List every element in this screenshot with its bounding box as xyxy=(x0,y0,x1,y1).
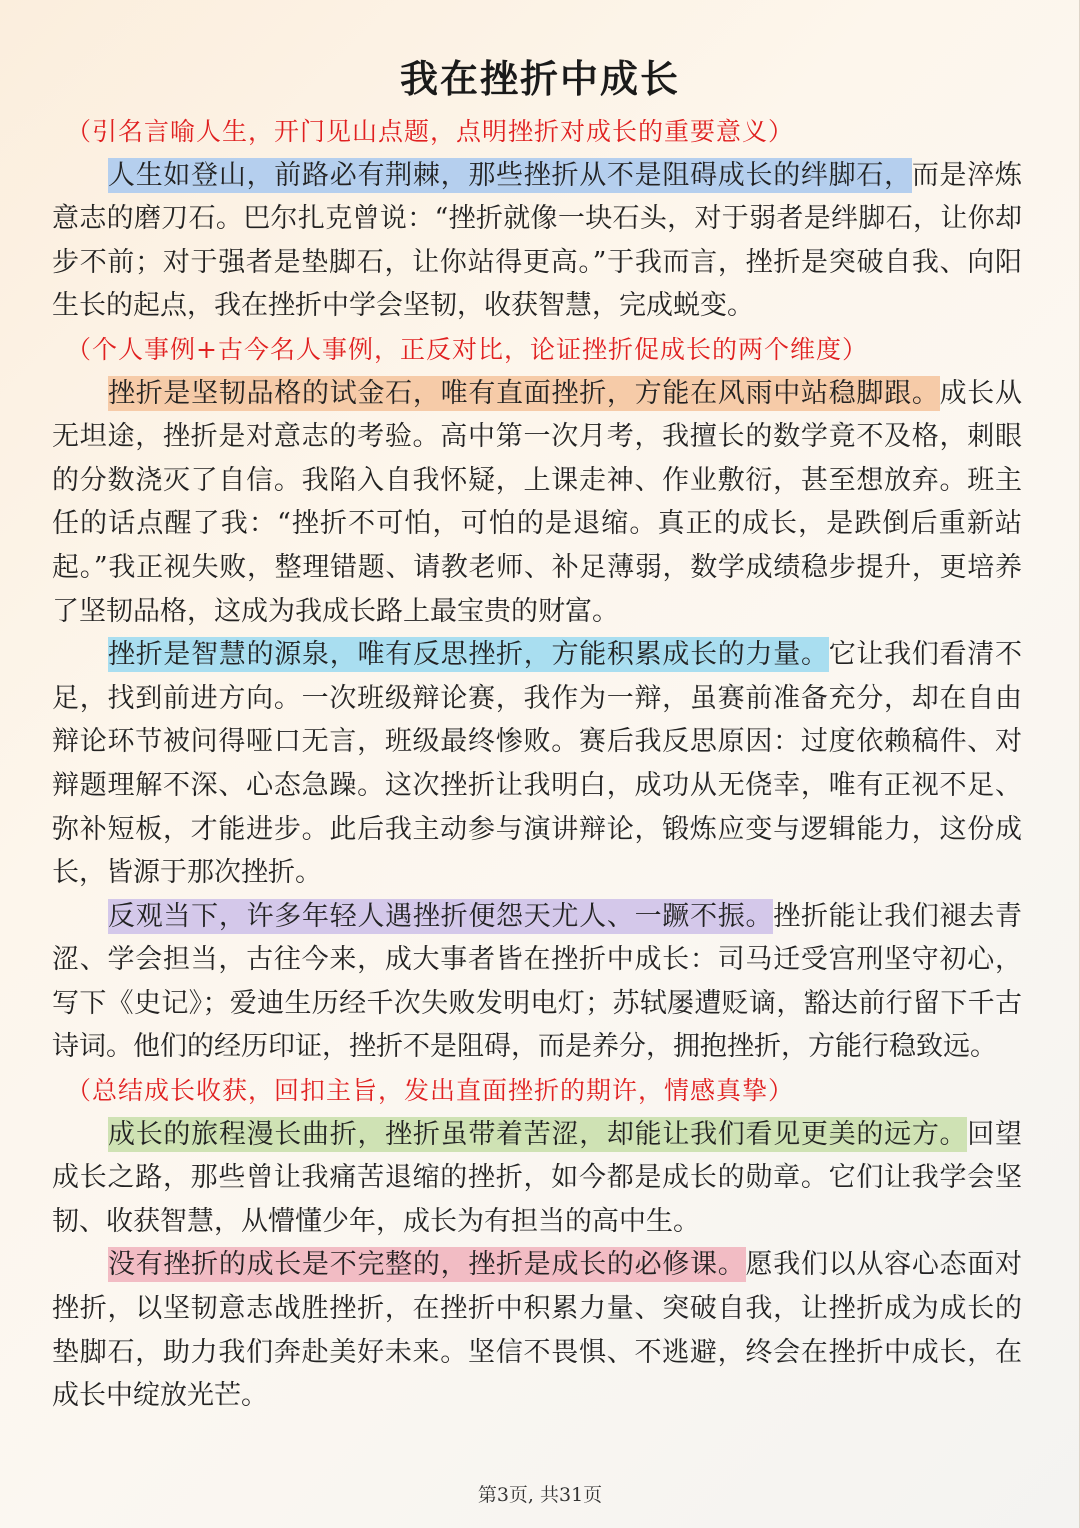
highlight-sentence-6: 没有挫折的成长是不完整的，挫折是成长的必修课。 xyxy=(108,1249,746,1281)
paragraph-1 xyxy=(52,154,1022,328)
highlight-sentence-1: 人生如登山，前路必有荆棘，那些挫折从不是阻碍成长的绊脚石， xyxy=(108,159,912,191)
paragraph-2-text: 成长从无坦途，挫折是对意志的考验。高中第一次月考，我擅长的数学竟不及格，刺眼的分数浇灭了自信。我陷入自我怀疑，上课走神、作业敷衍，甚至想放弃。班主任的话点醒了我：“挫折不可怕，可怕的是退缩。真正的成长，是跌倒后重新站起。”我正视失败，整理错题、请教老师、补足薄弱，数学成绩稳步提升，更培养了坚韧品格，这成为我成长路上最宝贵的财富。 xyxy=(52,377,1022,627)
highlight-sentence-5: 成长的旅程漫长曲折，挫折虽带着苦涩，却能让我们看见更美的远方。 xyxy=(108,1118,968,1150)
annotation-note-body: （个人事例+古今名人事例，正反对比，论证挫折促成长的两个维度） xyxy=(66,334,868,364)
highlight-sentence-3: 挫折是智慧的源泉，唯有反思挫折，方能积累成长的力量。 xyxy=(108,639,829,671)
annotation-note-conclusion: （总结成长收获，回扣主旨，发出直面挫折的期许，情感真挚） xyxy=(66,1076,795,1106)
paragraph-5 xyxy=(52,1113,1022,1244)
essay-title: 我在挫折中成长 xyxy=(399,57,680,101)
paragraph-3 xyxy=(52,633,1022,895)
page-number-footer: 第3页, 共31页 xyxy=(477,1484,603,1506)
highlight-sentence-4: 反观当下，许多年轻人遇挫折便怨天尤人、一蹶不振。 xyxy=(108,900,774,932)
paragraph-1-text: 而是淬炼意志的磨刀石。巴尔扎克曾说：“挫折就像一块石头，对于弱者是绊脚石，让你却步不前；对于强者是垫脚石，让你站得更高。”于我而言，挫折是突破自我、向阳生长的起点，我在挫折中学会坚韧，收获智慧，完成蜕变。 xyxy=(52,159,1022,322)
highlight-sentence-2: 挫折是坚韧品格的试金石，唯有直面挫折，方能在风雨中站稳脚跟。 xyxy=(108,377,940,409)
essay-body xyxy=(52,110,1022,1418)
paragraph-2 xyxy=(52,372,1022,634)
paragraph-4-text: 挫折能让我们褪去青涩、学会担当，古往今来，成大事者皆在挫折中成长：司马迁受宫刑坚守初心，写下《史记》；爱迪生历经千次失败发明电灯；苏轼屡遭贬谪，豁达前行留下千古诗词。他们的经历印证，挫折不是阻碍，而是养分，拥抱挫折，方能行稳致远。 xyxy=(52,900,1022,1063)
paragraph-4 xyxy=(52,895,1022,1069)
annotation-note-intro: （引名言喻人生，开门见山点题，点明挫折对成长的重要意义） xyxy=(66,117,795,146)
paragraph-5-text: 回望成长之路，那些曾让我痛苦退缩的挫折，如今都是成长的勋章。它们让我学会坚韧、收获智慧，从懵懂少年，成长为有担当的高中生。 xyxy=(52,1118,1022,1237)
paragraph-3-text: 它让我们看清不足，找到前进方向。一次班级辩论赛，我作为一辩，虽赛前准备充分，却在自由辩论环节被问得哑口无言，班级最终惨败。赛后我反思原因：过度依赖稿件、对辩题理解不深、心态急躁。这次挫折让我明白，成功从无侥幸，唯有正视不足、弥补短板，才能进步。此后我主动参与演讲辩论，锻炼应变与逻辑能力，这份成长，皆源于那次挫折。 xyxy=(52,639,1022,889)
paragraph-6-text: 愿我们以从容心态面对挫折，以坚韧意志战胜挫折，在挫折中积累力量、突破自我，让挫折成为成长的垫脚石，助力我们奔赴美好未来。坚信不畏惧、不逃避，终会在挫折中成长，在成长中绽放光芒。 xyxy=(52,1249,1022,1412)
paragraph-6 xyxy=(52,1243,1022,1417)
